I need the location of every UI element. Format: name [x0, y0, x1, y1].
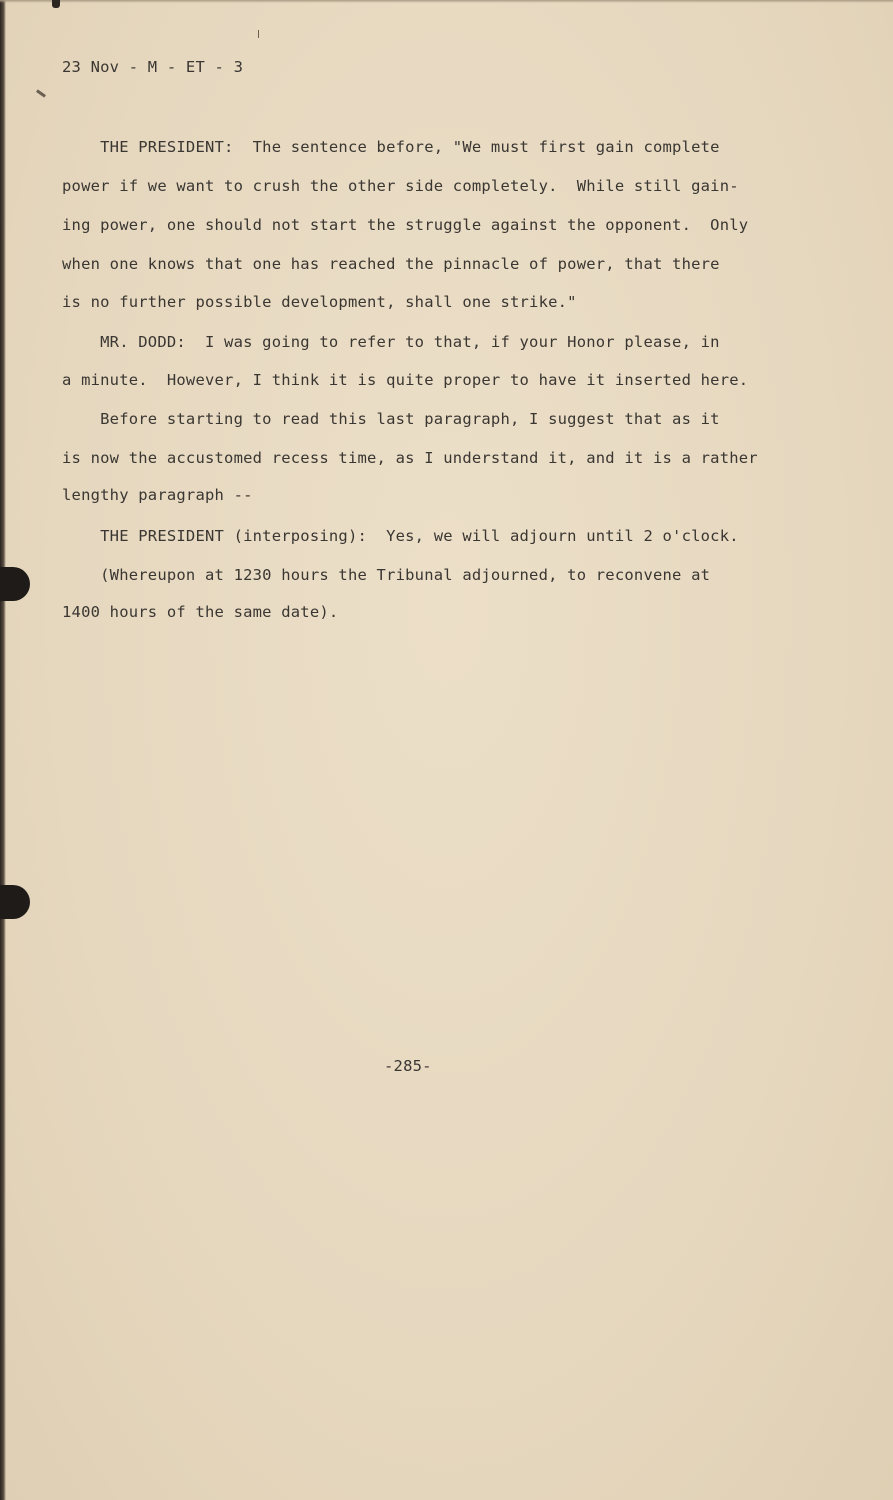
body-line: is now the accustomed recess time, as I understand it, and it is a rather [62, 449, 758, 467]
body-line: THE PRESIDENT: The sentence before, "We must first gain complete [62, 138, 720, 156]
body-line: 1400 hours of the same date). [62, 603, 339, 621]
body-line: a minute. However, I think it is quite proper to have it inserted here. [62, 371, 749, 389]
body-line: (Whereupon at 1230 hours the Tribunal adjourned, to reconvene at [62, 566, 711, 584]
body-line: is no further possible development, shall one strike." [62, 293, 577, 311]
body-line: MR. DODD: I was going to refer to that, if your Honor please, in [62, 333, 720, 351]
body-line: when one knows that one has reached the pinnacle of power, that there [62, 255, 720, 273]
body-line: Before starting to read this last paragraph, I suggest that as it [62, 410, 720, 428]
page-number: -285- [384, 1057, 432, 1075]
ink-speck [36, 89, 46, 97]
page-top-edge [0, 0, 893, 3]
punch-hole-upper [0, 567, 30, 601]
ink-speck [258, 30, 259, 38]
body-line: lengthy paragraph -- [62, 486, 253, 504]
document-reference: 23 Nov - M - ET - 3 [62, 58, 244, 76]
body-line: power if we want to crush the other side completely. While still gain- [62, 177, 739, 195]
page-left-edge [0, 0, 6, 1500]
body-line: THE PRESIDENT (interposing): Yes, we will adjourn until 2 o'clock. [62, 527, 739, 545]
punch-hole-lower [0, 885, 30, 919]
body-line: ing power, one should not start the struggle against the opponent. Only [62, 216, 749, 234]
staple-mark [52, 0, 60, 8]
